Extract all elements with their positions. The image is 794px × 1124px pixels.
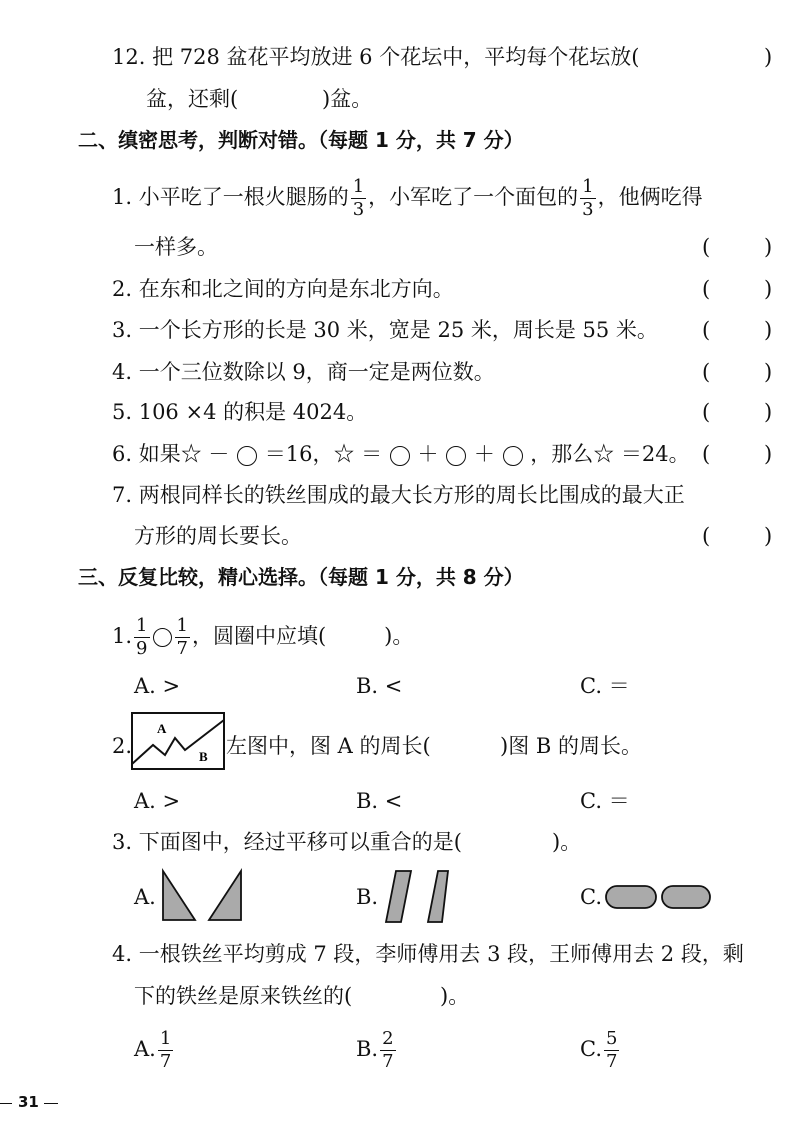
circle-symbol (237, 446, 257, 466)
s3-q2-option-b[interactable]: B. < (356, 789, 403, 813)
s2-q4-answer-close: ) (764, 360, 773, 384)
s3-q3-option-a[interactable]: A. (134, 885, 156, 909)
s3-q2-text: 左图中，图 A 的周长( (226, 734, 431, 758)
comparison-circle[interactable] (153, 628, 172, 647)
triangles-figure (160, 868, 244, 924)
s2-q7-line1: 7. 两根同样长的铁丝围成的最大长方形的周长比围成的最大正 (112, 483, 685, 507)
fraction-one-third-2: $\frac{1}{3}$ (582, 176, 594, 220)
s2-q3-answer-open[interactable]: ( (702, 318, 711, 342)
page-number-dash-left (0, 1103, 12, 1104)
s3-q1-option-a[interactable]: A. > (134, 674, 181, 698)
s3-q2-text2: )图 B 的周长。 (500, 734, 642, 758)
s3-q4-line2: 下的铁丝是原来铁丝的( (134, 984, 353, 1008)
s3-q3-option-c[interactable]: C. (580, 885, 602, 909)
page-number-dash-right (44, 1103, 58, 1104)
q12-close-paren: ) (764, 45, 773, 69)
rectangle-split-figure (131, 712, 225, 770)
s2-q6-answer-open[interactable]: ( (702, 442, 711, 466)
s2-q2-answer-close: ) (764, 277, 773, 301)
q12-line2-end: )盆。 (322, 87, 373, 111)
section3-title: 三、反复比较，精心选择。（每题 1 分，共 8 分） (78, 565, 524, 589)
s2-q7-answer-close: ) (764, 524, 773, 548)
s2-q1-line1: 1. 小平吃了一根火腿肠的 $\frac{1}{3}$ ，小军吃了一个面包的 $\frac{1}{3}$ ，他俩吃得 (112, 176, 703, 220)
s2-q2-answer-open[interactable]: ( (702, 277, 711, 301)
fraction-option-b: $\frac{2}{7}$ (382, 1028, 394, 1072)
s2-q7-answer-open[interactable]: ( (702, 524, 711, 548)
s2-q3-answer-close: ) (764, 318, 773, 342)
s3-q1-option-c[interactable]: C. ＝ (580, 674, 630, 698)
s3-q4-close: )。 (440, 984, 470, 1008)
s3-q4-option-b[interactable]: B. $\frac{2}{7}$ (356, 1028, 394, 1072)
fraction-one-seventh: $\frac{1}{7}$ (176, 615, 188, 659)
parallelograms-figure (384, 868, 450, 926)
fraction-option-c: $\frac{5}{7}$ (606, 1028, 618, 1072)
s2-q5-answer-open[interactable]: ( (702, 400, 711, 424)
s2-q4: 4. 一个三位数除以 9，商一定是两位数。 (112, 360, 495, 384)
s2-q6-answer-close: ) (764, 442, 773, 466)
page-number: 31 (18, 1093, 39, 1111)
fraction-option-a: $\frac{1}{7}$ (159, 1028, 172, 1072)
s2-q6: 6. 如果☆ － ＝16，☆ ＝ ＋ ＋ ，那么☆ ＝24。 (112, 442, 690, 466)
s3-q3-close: )。 (552, 830, 582, 854)
figure-label-a: A (157, 721, 167, 736)
s3-q1: 1. $\frac{1}{9}$ $\frac{1}{7}$ ，圆圈中应填( )。 (112, 615, 414, 659)
s3-q1-option-b[interactable]: B. < (356, 674, 403, 698)
q12-line1: 12. 把 728 盆花平均放进 6 个花坛中，平均每个花坛放( (112, 45, 640, 69)
s3-q4-line1: 4. 一根铁丝平均剪成 7 段，李师傅用去 3 段，王师傅用去 2 段，剩 (112, 942, 744, 966)
circle-symbol (446, 446, 466, 466)
s2-q5: 5. 106 ×4 的积是 4024。 (112, 400, 368, 424)
s2-q7-line2: 方形的周长要长。 (134, 524, 302, 548)
s3-q3: 3. 下面图中，经过平移可以重合的是( (112, 830, 462, 854)
circle-symbol (390, 446, 410, 466)
s2-q5-answer-close: ) (764, 400, 773, 424)
s3-q2-option-c[interactable]: C. ＝ (580, 789, 630, 813)
s2-q1-line2: 一样多。 (134, 235, 218, 259)
rounded-rects-figure (604, 883, 712, 911)
s3-q4-option-a[interactable]: A. $\frac{1}{7}$ (134, 1028, 172, 1072)
s2-q1-answer-open[interactable]: ( (702, 235, 711, 259)
fraction-one-ninth: $\frac{1}{9}$ (136, 615, 148, 659)
s3-q2-option-a[interactable]: A. > (134, 789, 181, 813)
fraction-one-third: $\frac{1}{3}$ (352, 176, 365, 220)
s3-q4-option-c[interactable]: C. $\frac{5}{7}$ (580, 1028, 618, 1072)
s2-q2: 2. 在东和北之间的方向是东北方向。 (112, 277, 454, 301)
s3-q2-prefix: 2. (112, 734, 133, 758)
section2-title: 二、缜密思考，判断对错。（每题 1 分，共 7 分） (78, 128, 524, 152)
figure-label-b: B (199, 749, 208, 764)
s2-q1-answer-close: ) (764, 235, 773, 259)
q12-line2: 盆，还剩( (146, 87, 239, 111)
s3-q3-option-b[interactable]: B. (356, 885, 379, 909)
circle-symbol (503, 446, 523, 466)
s2-q3: 3. 一个长方形的长是 30 米，宽是 25 米，周长是 55 米。 (112, 318, 658, 342)
s2-q4-answer-open[interactable]: ( (702, 360, 711, 384)
